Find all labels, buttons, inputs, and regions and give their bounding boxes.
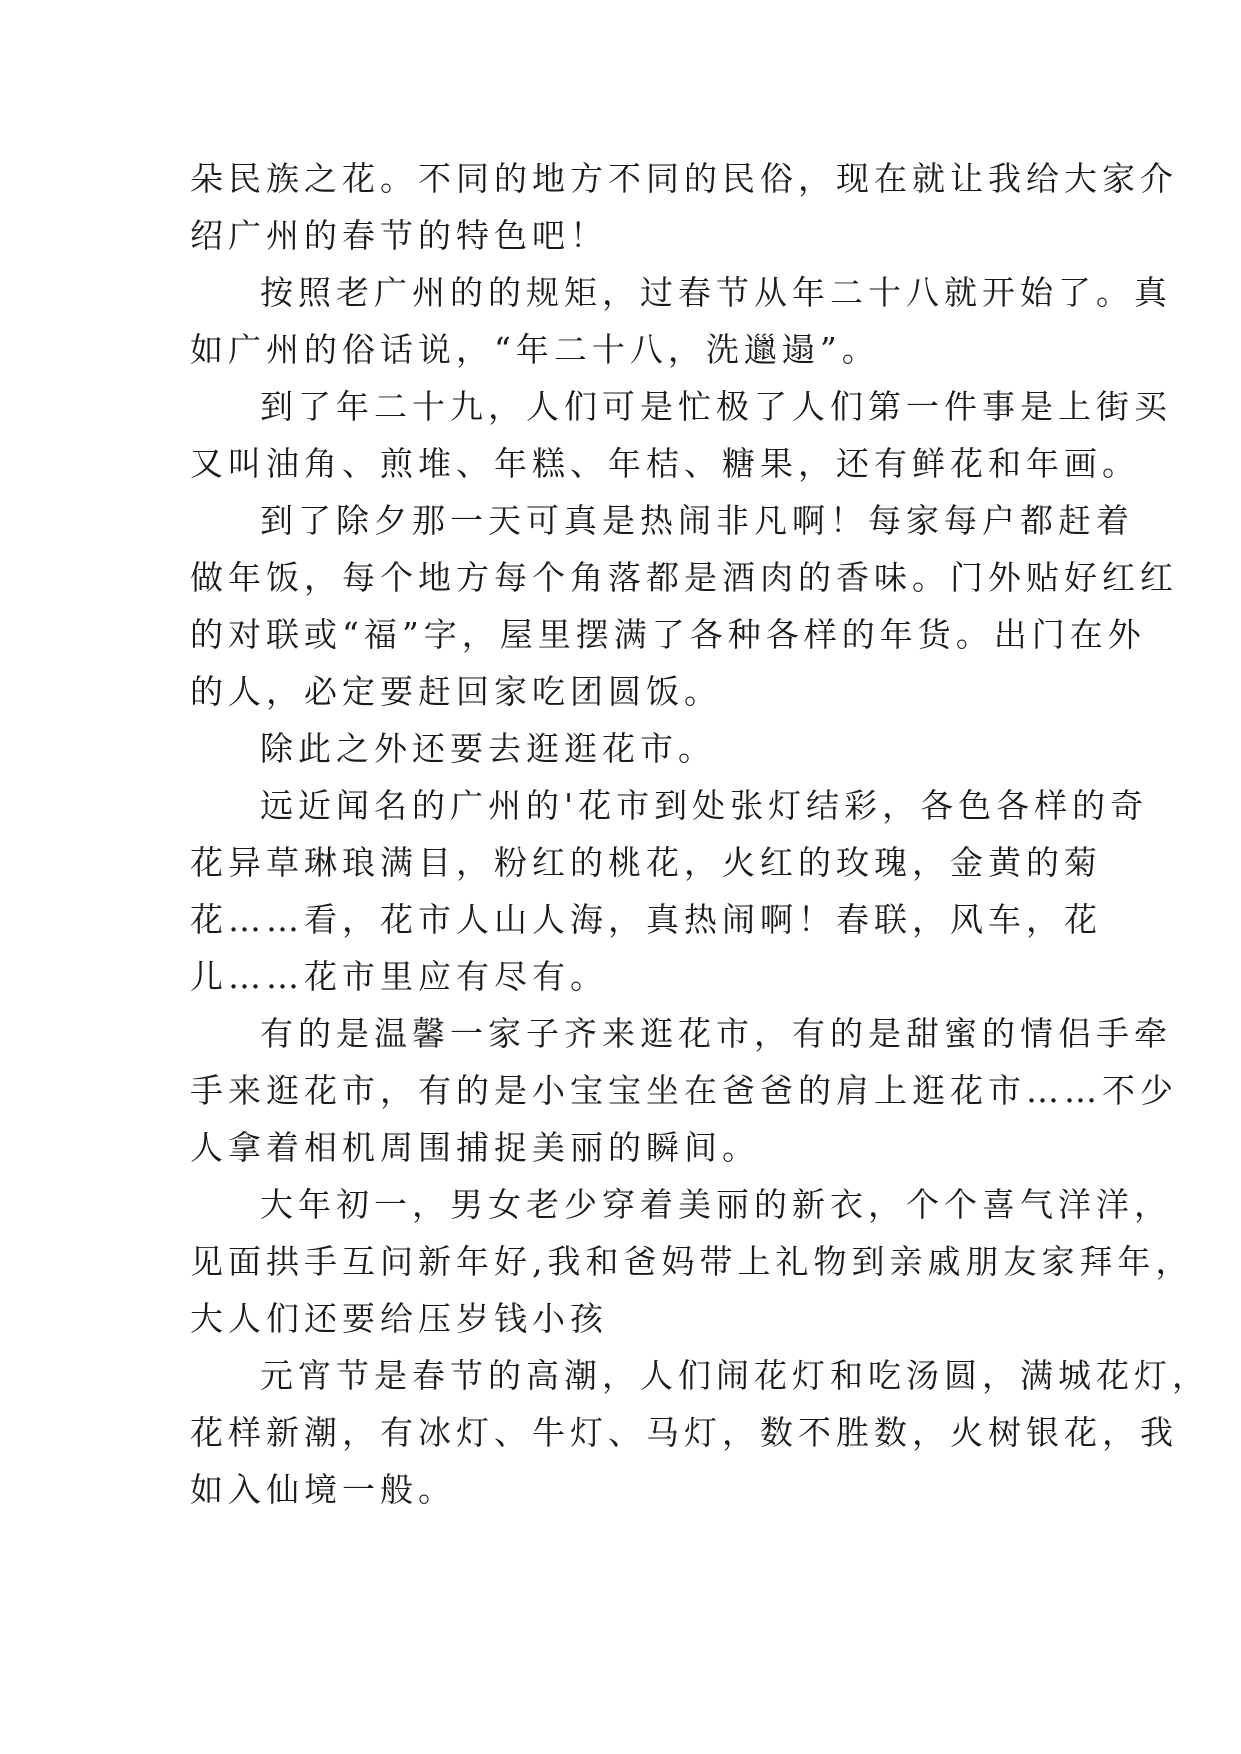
text-line: 的人，必定要赶回家吃团圆饭。 [190, 672, 722, 711]
text-line: 如广州的俗话说，“年二十八，洗邋遢”。 [190, 330, 880, 369]
text-line: 到了年二十九，人们可是忙极了人们第一件事是上街买 [260, 387, 1172, 426]
document-body [190, 150, 1210, 1518]
text-line: 大年初一，男女老少穿着美丽的新衣，个个喜气洋洋， [260, 1185, 1172, 1224]
text-line: 花异草琳琅满目，粉红的桃花，火红的玫瑰，金黄的菊 [190, 843, 1102, 882]
text-line: 大人们还要给压岁钱小孩 [190, 1299, 608, 1338]
text-line: 花样新潮，有冰灯、牛灯、马灯，数不胜数，火树银花，我 [190, 1413, 1178, 1452]
text-line: 按照老广州的的规矩，过春节从年二十八就开始了。真 [260, 273, 1172, 312]
text-line: 花……看，花市人山人海，真热闹啊！春联，风车，花 [190, 900, 1102, 939]
text-line: 的对联或“福”字，屋里摆满了各种各样的年货。出门在外 [190, 615, 1146, 654]
text-line: 如入仙境一般。 [190, 1470, 456, 1509]
text-line: 到了除夕那一天可真是热闹非凡啊！每家每户都赶着 [260, 501, 1134, 540]
text-line: 除此之外还要去逛逛花市。 [260, 729, 716, 768]
text-line: 人拿着相机周围捕捉美丽的瞬间。 [190, 1128, 760, 1167]
text-line: 儿……花市里应有尽有。 [190, 957, 608, 996]
text-line: 元宵节是春节的高潮，人们闹花灯和吃汤圆，满城花灯， [260, 1356, 1210, 1395]
text-line: 又叫油角、煎堆、年糕、年桔、糖果，还有鲜花和年画。 [190, 444, 1140, 483]
text-line: 做年饭，每个地方每个角落都是酒肉的香味。门外贴好红红 [190, 558, 1178, 597]
text-line: 见面拱手互问新年好,我和爸妈带上礼物到亲戚朋友家拜年， [190, 1242, 1194, 1281]
text-line: 绍广州的春节的特色吧！ [190, 216, 608, 255]
text-line: 朵民族之花。不同的地方不同的民俗，现在就让我给大家介 [190, 159, 1178, 198]
text-line: 有的是温馨一家子齐来逛花市，有的是甜蜜的情侣手牵 [260, 1014, 1172, 1053]
text-line: 手来逛花市，有的是小宝宝坐在爸爸的肩上逛花市……不少 [190, 1071, 1178, 1110]
text-line: 远近闻名的广州的'花市到处张灯结彩，各色各样的奇 [260, 786, 1149, 825]
